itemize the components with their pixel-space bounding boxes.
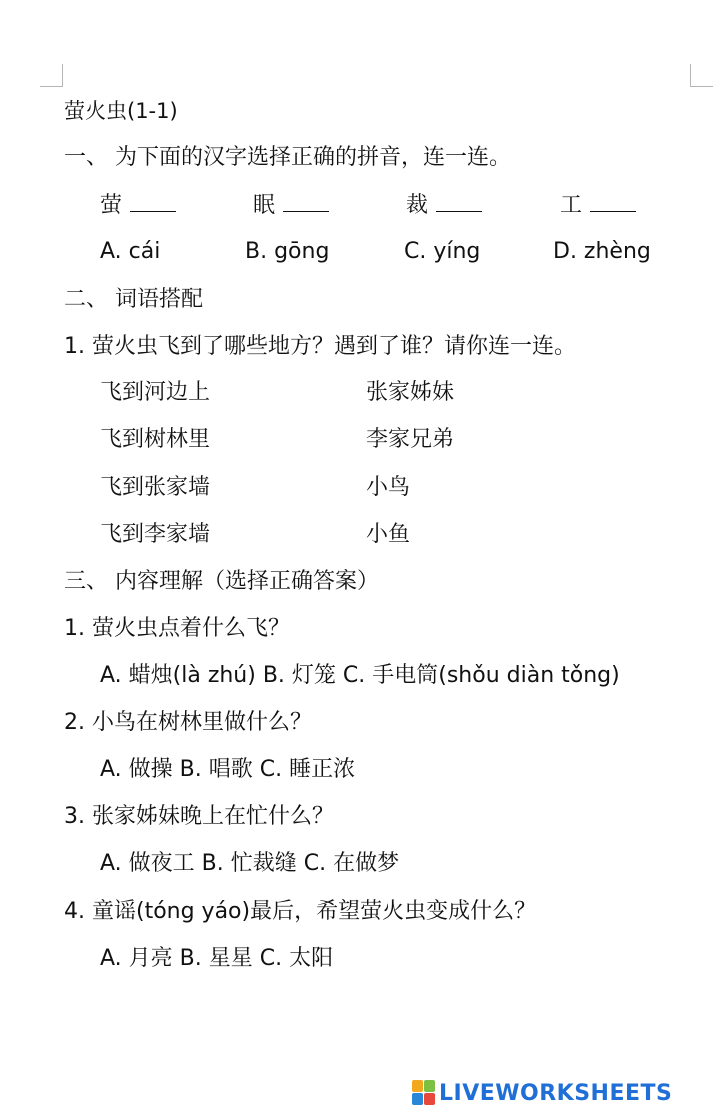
answer-options[interactable]: A. 月亮 B. 星星 C. 太阳 [100, 946, 334, 971]
pinyin-option[interactable]: A. cái [100, 239, 161, 264]
question-text: 2. 小鸟在树林里做什么？ [64, 710, 312, 735]
char-label: 萤 [100, 193, 123, 218]
char-item [560, 191, 636, 221]
answer-blank[interactable] [130, 191, 176, 212]
question-text: 4. 童谣(tóng yáo)最后，希望萤火虫变成什么？ [64, 899, 537, 924]
brand-text: LIVEWORKSHEETS [439, 1080, 673, 1106]
match-left-item[interactable]: 飞到河边上 [100, 380, 211, 405]
char-label: 裁 [406, 193, 429, 218]
page-corner-top-left [40, 64, 63, 87]
page-corner-top-right [690, 64, 713, 87]
char-item [100, 191, 176, 221]
answer-blank[interactable] [283, 191, 329, 212]
question-text: 1. 萤火虫点着什么飞？ [64, 616, 290, 641]
section3-heading: 三、 内容理解（选择正确答案） [64, 569, 379, 594]
liveworksheets-mark-icon [412, 1080, 436, 1106]
answer-options[interactable]: A. 做夜工 B. 忙裁缝 C. 在做梦 [100, 851, 400, 876]
char-item [253, 191, 329, 221]
char-label: 眠 [253, 193, 276, 218]
answer-blank[interactable] [590, 191, 636, 212]
section1-heading: 一、 为下面的汉字选择正确的拼音，连一连。 [64, 145, 511, 170]
section2-heading: 二、 词语搭配 [64, 287, 203, 312]
liveworksheets-logo [412, 1078, 672, 1108]
section2-question: 1. 萤火虫飞到了哪些地方？遇到了谁？请你连一连。 [64, 334, 576, 359]
match-right-item[interactable]: 小鸟 [366, 475, 411, 500]
question-text: 3. 张家姊妹晚上在忙什么？ [64, 804, 334, 829]
worksheet-title: 萤火虫(1-1) [64, 99, 178, 123]
char-item [406, 191, 482, 221]
match-right-item[interactable]: 李家兄弟 [366, 427, 455, 452]
answer-blank[interactable] [436, 191, 482, 212]
match-right-item[interactable]: 张家姊妹 [366, 380, 455, 405]
pinyin-option[interactable]: B. gōng [245, 239, 330, 264]
match-right-item[interactable]: 小鱼 [366, 522, 411, 547]
answer-options[interactable]: A. 蜡烛(là zhú) B. 灯笼 C. 手电筒(shǒu diàn tǒng) [100, 663, 620, 688]
pinyin-option[interactable]: C. yíng [404, 239, 481, 264]
char-label: 工 [560, 193, 583, 218]
pinyin-option[interactable]: D. zhèng [553, 239, 651, 264]
match-left-item[interactable]: 飞到李家墙 [100, 522, 211, 547]
answer-options[interactable]: A. 做操 B. 唱歌 C. 睡正浓 [100, 757, 356, 782]
match-left-item[interactable]: 飞到树林里 [100, 427, 211, 452]
match-left-item[interactable]: 飞到张家墙 [100, 475, 211, 500]
